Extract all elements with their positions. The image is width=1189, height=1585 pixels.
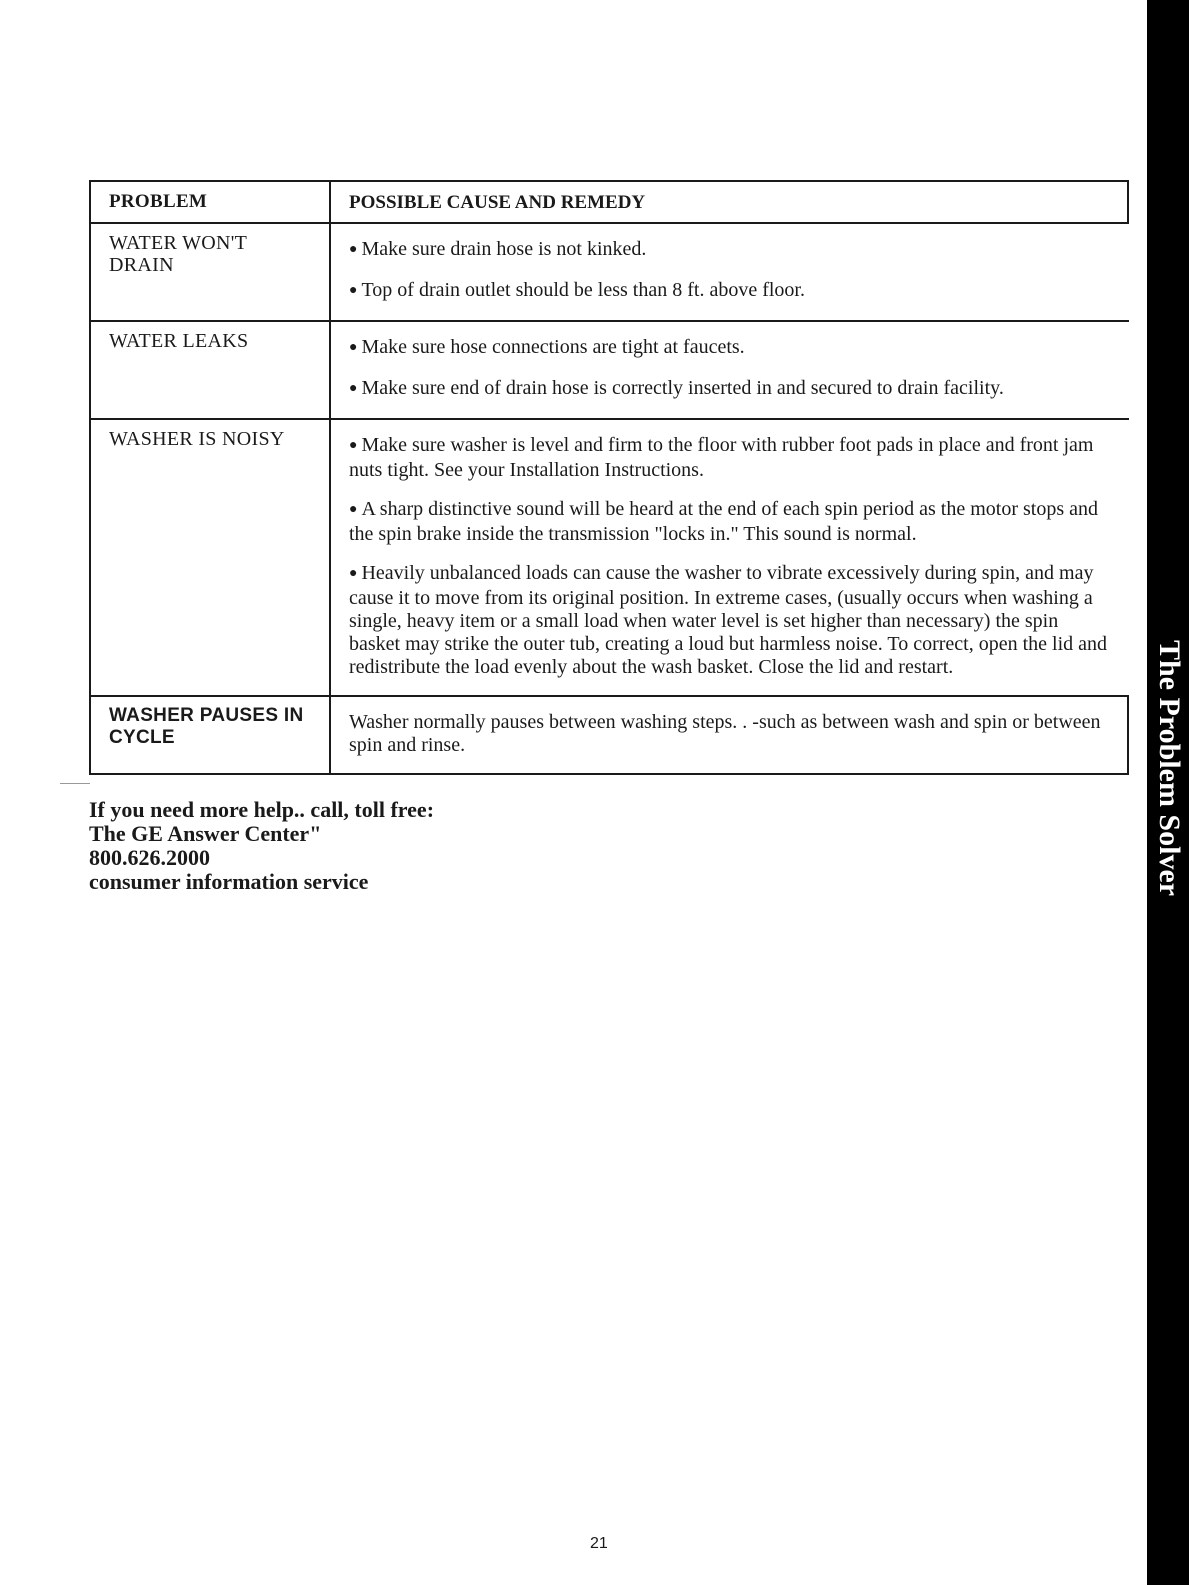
help-contact	[89, 798, 434, 894]
remedy-cell	[329, 322, 1129, 418]
table-row	[89, 420, 1129, 697]
remedy-item: ● Heavily unbalanced loads can cause the washer to vibrate excessively during spin, and may cause it to move from its original position. In extreme cases, (usually occurs when washing a single, heavy item or a small load when water level is set higher than necessary) the spin basket may strike the outer tub, creating a loud but harmless noise. To correct, open the lid and redistribute the load evenly about the wash basket. Close the lid and restart.	[349, 562, 1108, 678]
bullet-icon: ●	[349, 242, 358, 257]
problem-cell: WATER LEAKS	[89, 322, 329, 418]
problem-cell: WATER WON'T DRAIN	[89, 224, 329, 320]
page-number: 21	[590, 1535, 608, 1552]
remedy-cell	[329, 420, 1129, 695]
remedy-item: ● Make sure drain hose is not kinked.	[349, 238, 647, 260]
header-remedy: POSSIBLE CAUSE AND REMEDY	[329, 182, 1129, 222]
bullet-icon: ●	[349, 381, 358, 396]
remedy-item: ● Top of drain outlet should be less than 8 ft. above floor.	[349, 279, 805, 301]
table-row	[89, 224, 1129, 322]
help-line: consumer information service	[89, 869, 369, 894]
table-row	[89, 322, 1129, 420]
bullet-icon: ●	[349, 340, 358, 355]
remedy-item: Washer normally pauses between washing steps. . -such as between wash and spin or between spin and rinse.	[349, 711, 1101, 756]
table-row	[89, 697, 1129, 775]
bullet-icon: ●	[349, 283, 358, 298]
bullet-icon: ●	[349, 438, 358, 453]
table-header	[89, 180, 1129, 224]
bullet-icon: ●	[349, 566, 358, 581]
help-phone: 800.626.2000	[89, 845, 210, 870]
help-line: The GE Answer Center"	[89, 821, 322, 846]
margin-mark	[60, 783, 90, 784]
troubleshooting-table	[89, 180, 1129, 775]
side-tab-label: The Problem Solver	[1153, 640, 1186, 897]
remedy-cell	[329, 224, 1129, 320]
remedy-item: ● Make sure washer is level and firm to the floor with rubber foot pads in place and front jam nuts tight. See your Installation Instructions.	[349, 434, 1094, 481]
bullet-icon: ●	[349, 502, 358, 517]
remedy-cell	[329, 697, 1129, 773]
help-line: If you need more help.. call, toll free:	[89, 797, 435, 822]
problem-cell: WASHER IS NOISY	[89, 420, 329, 695]
remedy-item: ● Make sure hose connections are tight at faucets.	[349, 336, 745, 358]
header-problem: PROBLEM	[89, 182, 329, 222]
remedy-item: ● Make sure end of drain hose is correctly inserted in and secured to drain facility.	[349, 377, 1004, 399]
remedy-item: ● A sharp distinctive sound will be heard at the end of each spin period as the motor stops and the spin brake inside the transmission "locks in." This sound is normal.	[349, 498, 1098, 545]
side-tab	[1147, 0, 1189, 1585]
problem-cell: WASHER PAUSES IN CYCLE	[89, 697, 329, 773]
